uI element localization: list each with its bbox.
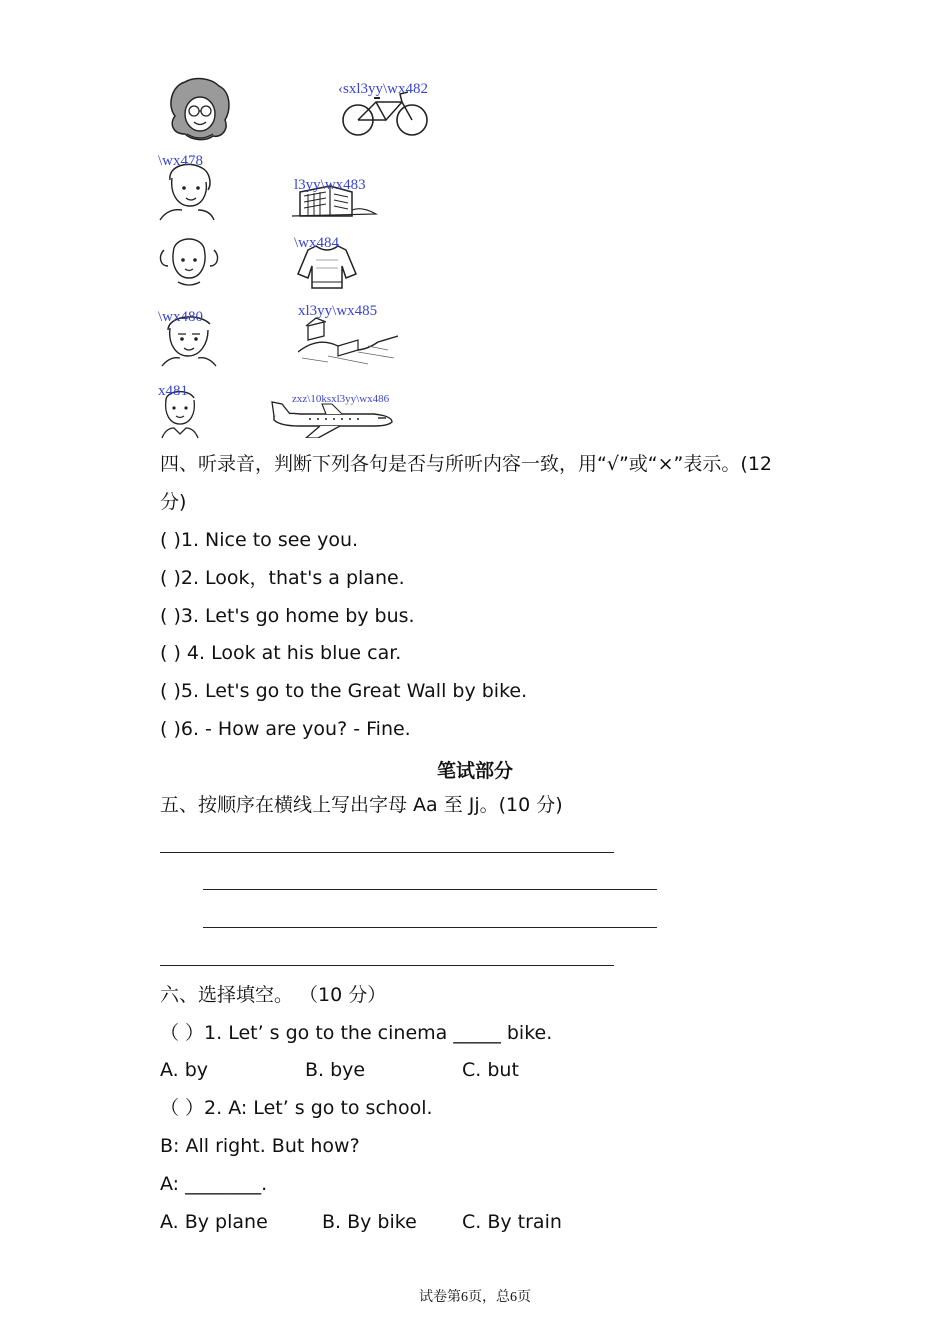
q2-option-c: C. By train — [462, 1211, 562, 1233]
section4-title-line1: 四、听录音，判断下列各句是否与所听内容一致，用“√”或“×”表示。(12 — [160, 453, 772, 475]
woman-with-glasses-picture — [165, 76, 235, 142]
writing-line-2[interactable] — [203, 889, 657, 890]
section4-item-6: ( )6. - How are you? - Fine. — [160, 718, 411, 740]
watermark-481: x481 — [158, 383, 188, 399]
watermark-478: \wx478 — [158, 153, 203, 169]
watermark-484: \wx484 — [294, 235, 339, 251]
section6-question-1: （ ）1. Let’ s go to the cinema _____ bike. — [160, 1022, 553, 1044]
writing-line-1[interactable] — [160, 852, 614, 853]
writing-line-4[interactable] — [160, 965, 614, 966]
section5-title: 五、按顺序在横线上写出字母 Aa 至 Jj。(10 分) — [160, 794, 563, 816]
q2-option-b: B. By bike — [322, 1211, 417, 1233]
section4-title-line2: 分) — [160, 491, 187, 513]
watermark-482: ‹sxl3yy\wx482 — [338, 81, 428, 97]
q1-option-a: A. by — [160, 1059, 209, 1081]
boy-face-picture-1 — [158, 160, 218, 222]
q2-option-a: A. By plane — [160, 1211, 268, 1233]
watermark-485: xl3yy\wx485 — [298, 303, 378, 319]
section4-item-4: ( ) 4. Look at his blue car. — [160, 642, 402, 664]
written-part-heading: 笔试部分 — [436, 760, 513, 782]
girl-face-picture — [158, 234, 220, 292]
page-footer: 试卷第6页，总6页 — [419, 1290, 531, 1305]
q1-option-c: C. but — [462, 1059, 519, 1081]
section6-question-2-a: A: ________. — [160, 1173, 268, 1195]
watermark-483: l3yy\wx483 — [294, 177, 366, 193]
section4-item-1: ( )1. Nice to see you. — [160, 529, 359, 551]
writing-line-3[interactable] — [203, 927, 657, 928]
watermark-486: zxz\10ksxl3yy\wx486 — [292, 393, 390, 405]
watermark-480: \wx480 — [158, 309, 203, 325]
section4-item-2: ( )2. Look，that's a plane. — [160, 567, 405, 589]
section4-item-5: ( )5. Let's go to the Great Wall by bike. — [160, 680, 528, 702]
section6-question-2-b: B: All right. But how? — [160, 1135, 360, 1157]
section6-title: 六、选择填空。 （10 分） — [160, 984, 387, 1006]
q1-option-b: B. bye — [305, 1059, 366, 1081]
section4-item-3: ( )3. Let's go home by bus. — [160, 605, 415, 627]
section6-question-2: （ ）2. A: Let’ s go to school. — [160, 1097, 433, 1119]
